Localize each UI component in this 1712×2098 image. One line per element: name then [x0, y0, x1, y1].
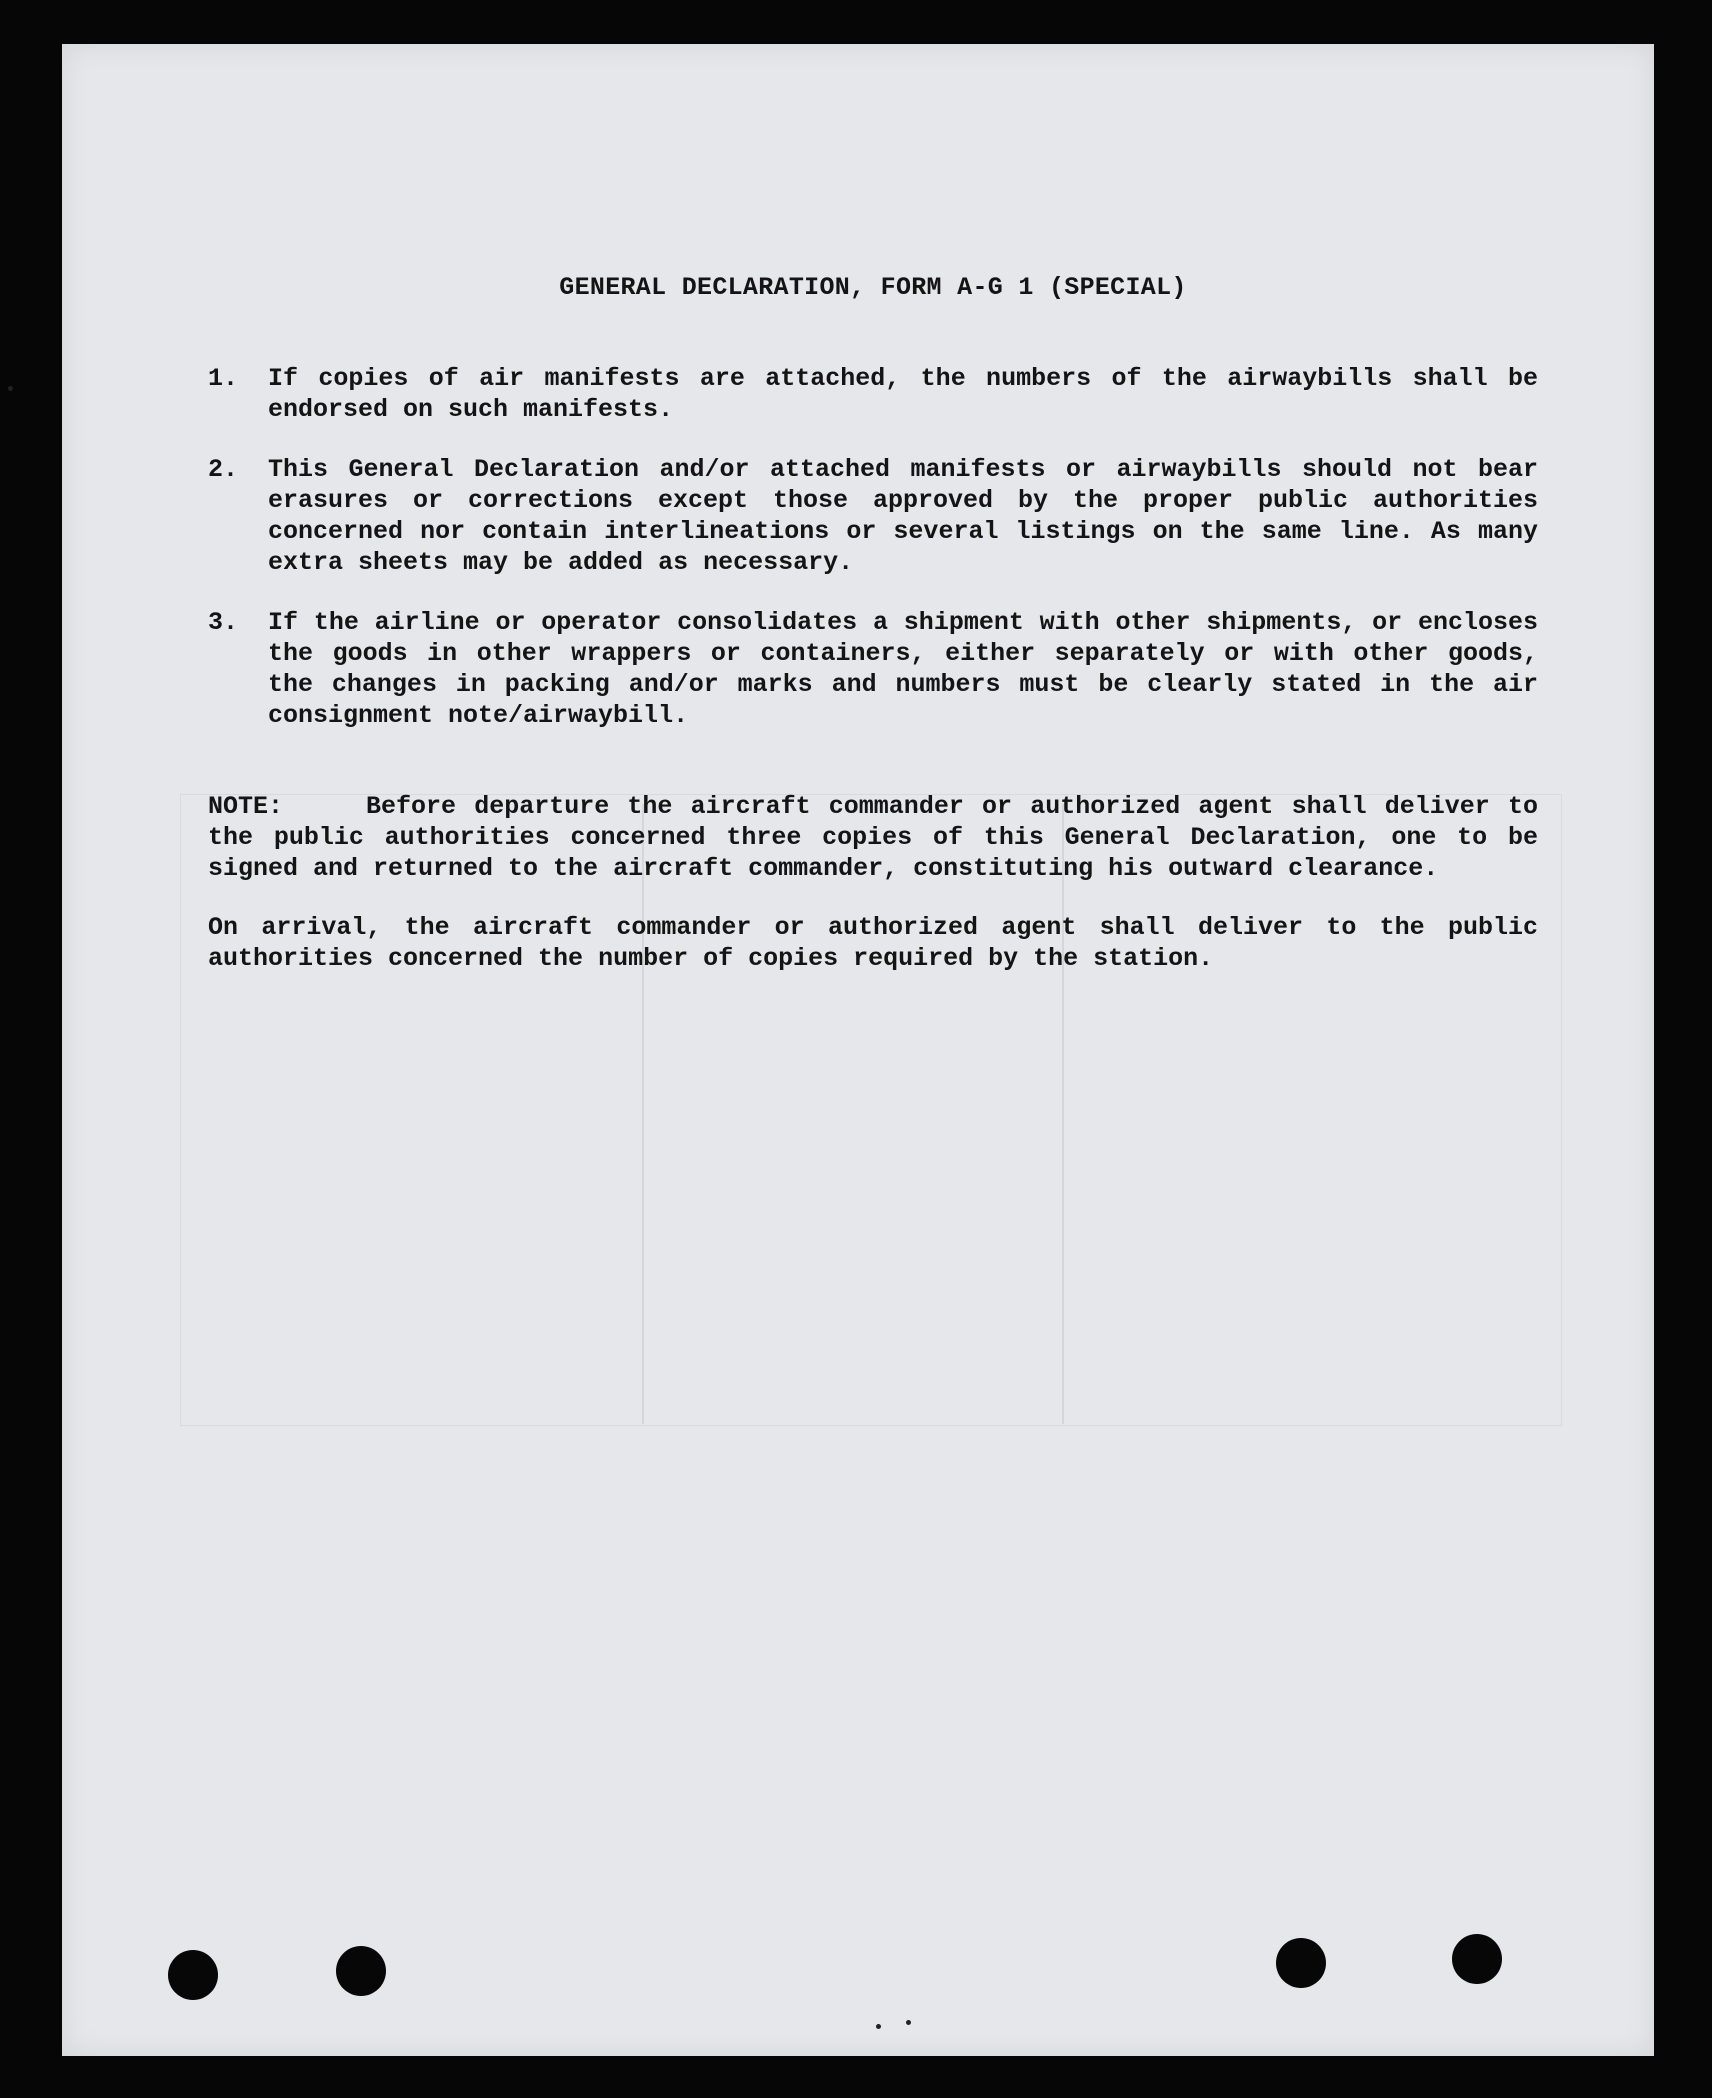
- note-text: Before departure the aircraft commander or authorized agent shall deliver to the public authorities concerned three copies of this General Declaration, one to be signed and returned to the aircraft commander, constituting his outward clearance.: [208, 792, 1538, 883]
- item-number: 2.: [208, 455, 239, 484]
- item-number: 3.: [208, 608, 239, 637]
- list-item: [208, 363, 1538, 425]
- speck: [876, 2024, 881, 2029]
- list-item: [208, 454, 1538, 578]
- arrival-paragraph: On arrival, the aircraft commander or authorized agent shall deliver to the public authorities concerned the number of copies required by the station.: [208, 913, 1538, 973]
- item-text: This General Declaration and/or attached manifests or airwaybills should not bear erasures or corrections except those approved by the proper public authorities concerned nor contain interlineations or several listings on the same line. As many extra sheets may be added as necessary.: [268, 455, 1538, 577]
- note-label: NOTE:: [208, 792, 284, 821]
- list-item: [208, 607, 1538, 731]
- punch-hole: [336, 1946, 386, 1996]
- speck: [8, 386, 13, 391]
- item-text: If copies of air manifests are attached, the numbers of the airwaybills shall be endorsed on such manifests.: [268, 364, 1538, 424]
- speck: [906, 2020, 911, 2025]
- punch-hole: [1452, 1934, 1502, 1984]
- declaration-content: [208, 272, 1538, 974]
- document-title: GENERAL DECLARATION, FORM A-G 1 (SPECIAL): [559, 273, 1187, 302]
- punch-hole: [168, 1950, 218, 2000]
- punch-hole: [1276, 1938, 1326, 1988]
- item-number: 1.: [208, 364, 239, 393]
- note-paragraph: [208, 791, 1538, 884]
- item-text: If the airline or operator consolidates a shipment with other shipments, or encloses the goods in other wrappers or containers, either separately or with other goods, the changes in packing and/or marks and numbers must be clearly stated in the air consignment note/airwaybill.: [268, 608, 1538, 730]
